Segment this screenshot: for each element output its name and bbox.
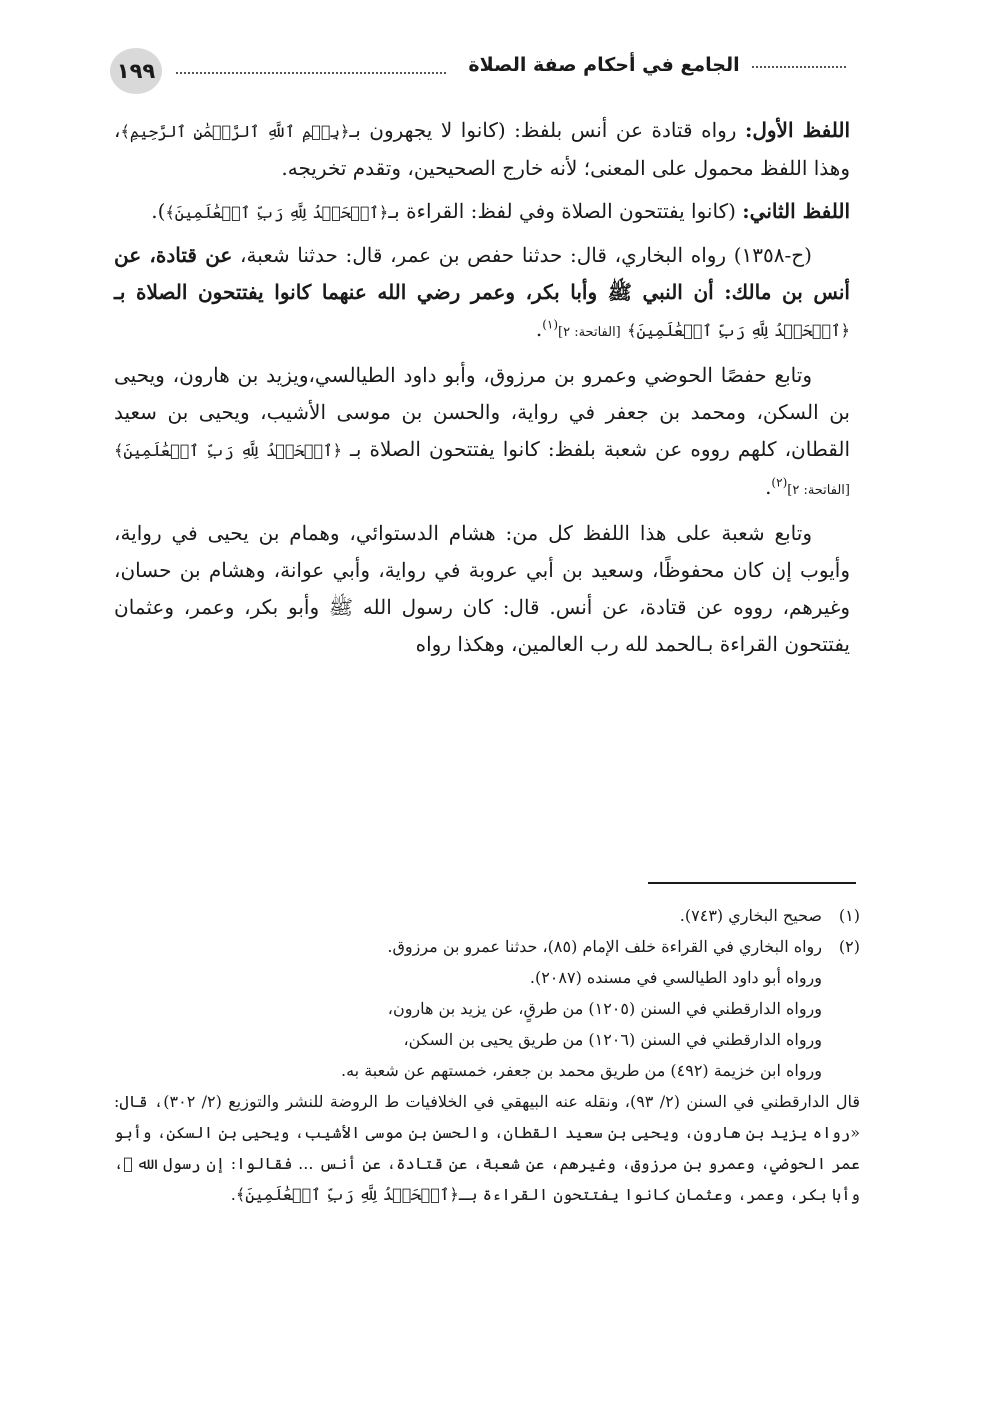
- running-title: الجامع في أحكام صفة الصلاة: [468, 54, 740, 76]
- footnote-text: صحيح البخاري (٧٤٣).: [679, 906, 822, 925]
- quran-hamdala: ﴿ٱلۡحَمۡدُ لِلَّهِ رَبِّ ٱلۡعَٰلَمِينَ﴾: [627, 321, 850, 340]
- quran-hamdala: ﴿ٱلۡحَمۡدُ لِلَّهِ رَبِّ ٱلۡعَٰلَمِينَ﴾: [235, 1185, 459, 1204]
- footnote-line: ورواه الدارقطني في السنن (١٢٠٦) من طريق يحيى بن السكن،: [403, 1030, 822, 1049]
- followers-end: .: [765, 475, 772, 499]
- page-number: ١٩٩: [110, 48, 162, 94]
- first-wording-text-b: ، وهذا اللفظ محمول على المعنى؛ لأنه خارج الصحيحين، وتقدم تخريجه.: [114, 118, 850, 180]
- paragraph-first-wording: [114, 112, 850, 187]
- quran-hamdala: ﴿ٱلۡحَمۡدُ لِلَّهِ رَبِّ ٱلۡعَٰلَمِينَ﴾: [165, 203, 389, 222]
- footnote-line: رواه البخاري في القراءة خلف الإمام (٨٥)، حدثنا عمرو بن مرزوق.: [387, 937, 822, 956]
- header-dotted-rule-right: [752, 66, 846, 68]
- second-wording-text-a: (كانوا يفتتحون الصلاة وفي لفظ: القراءة بـ: [388, 199, 743, 223]
- footnote-separator: [648, 882, 856, 884]
- footnote-number: (٢): [838, 937, 860, 956]
- paragraph-second-wording: [114, 193, 850, 231]
- hadith-matn: عن قتادة، عن أنس بن مالك: أن النبي ﷺ وأبا بكر، وعمر رضي الله عنهما كانوا يفتتحون الصلاة بـ: [114, 243, 850, 304]
- footnote-2-paragraph: [114, 1086, 860, 1210]
- footnote-paragraph-text: قال الدارقطني في السنن (٢/ ٩٣)، ونقله عنه البيهقي في الخلافيات ط الروضة للنشر والتوزيع (٢/ ٣٠٢)، قال: «رواه يزيد بن هارون، ويحيى بن سعيد القطان، والحسن بن موسى الأشيب، ويحيى بن السكن، وأبو عمر الحوضي، وعمرو بن مرزوق، وغيرهم، عن شعبة، عن قتادة، عن أنس ... فقالوا: إن رسول الله ﷺ، وأبا بكر، وعمر، وعثمان كانوا يفتتحون القراءة بـ: [114, 1092, 860, 1204]
- footnote-number: (١): [838, 906, 860, 925]
- quran-basmala: ﴿بِسۡمِ ٱللَّهِ ٱلرَّحۡمَٰنِ ٱلرَّحِيمِ﴾: [120, 122, 350, 141]
- footnote-paragraph-end: .: [230, 1185, 236, 1204]
- footnotes: [114, 900, 860, 1210]
- hadith-end: .: [535, 317, 543, 341]
- footnote-marker-2[interactable]: (٢): [771, 475, 788, 490]
- paragraph-followers-shuba: [114, 357, 850, 509]
- paragraph-followers-qatada: [114, 515, 850, 663]
- footnote-body: [114, 931, 822, 1086]
- footnote-line: ورواه الدارقطني في السنن (١٢٠٥) من طرقٍ، عن يزيد بن هارون،: [387, 999, 822, 1018]
- quran-hamdala: ﴿ٱلۡحَمۡدُ لِلَّهِ رَبِّ ٱلۡعَٰلَمِينَ﴾: [114, 441, 342, 460]
- hadith-isnad: (ح-١٣٥٨) رواه البخاري، قال: حدثنا حفص بن عمر، قال: حدثنا شعبة،: [240, 243, 812, 267]
- followers-qatada-text: وتابع شعبة على هذا اللفظ كل من: هشام الدستوائي، وهمام بن يحيى في رواية، وأيوب إن كان محفوظًا، وسعيد بن أبي عروبة في رواية، وأبي عوانة، وهشام بن حسان، وغيرهم، رووه عن قتادة، عن أنس. قال: كان رسول الله ﷺ وأبو بكر، وعمر، وعثمان يفتتحون القراءة بـالحمد لله رب العالمين، وهكذا رواه: [114, 521, 850, 656]
- second-wording-text-b: ).: [151, 199, 166, 223]
- header-dotted-rule-left: [176, 72, 446, 74]
- page-header: [110, 48, 846, 98]
- footnote-line: ورواه ابن خزيمة (٤٩٢) من طريق محمد بن جعفر، خمستهم عن شعبة به.: [340, 1061, 822, 1080]
- followers-text: وتابع حفصًا الحوضي وعمرو بن مرزوق، وأبو داود الطيالسي،ويزيد بن هارون، ويحيى بن السكن، ومحمد بن جعفر في رواية، والحسن بن موسى الأشيب، ويحيى بن سعيد القطان، كلهم رووه عن شعبة بلفظ: كانوا يفتتحون الصلاة بـ: [114, 363, 851, 461]
- first-wording-text-a: رواه قتادة عن أنس بلفظ: (كانوا لا يجهرون بـ: [349, 118, 745, 142]
- surah-reference: [الفاتحة: ٢]: [787, 483, 850, 498]
- paragraph-hadith-1358: [114, 237, 850, 351]
- second-wording-label: اللفظ الثاني:: [742, 199, 850, 223]
- footnote-1: [114, 900, 860, 931]
- first-wording-label: اللفظ الأول:: [744, 118, 851, 142]
- main-text: [114, 112, 850, 669]
- footnote-2: [114, 931, 860, 1086]
- surah-reference: [الفاتحة: ٢]: [558, 325, 621, 340]
- footnote-marker-1[interactable]: (١): [542, 317, 559, 332]
- footnote-line: ورواه أبو داود الطيالسي في مسنده (٢٠٨٧).: [529, 968, 822, 987]
